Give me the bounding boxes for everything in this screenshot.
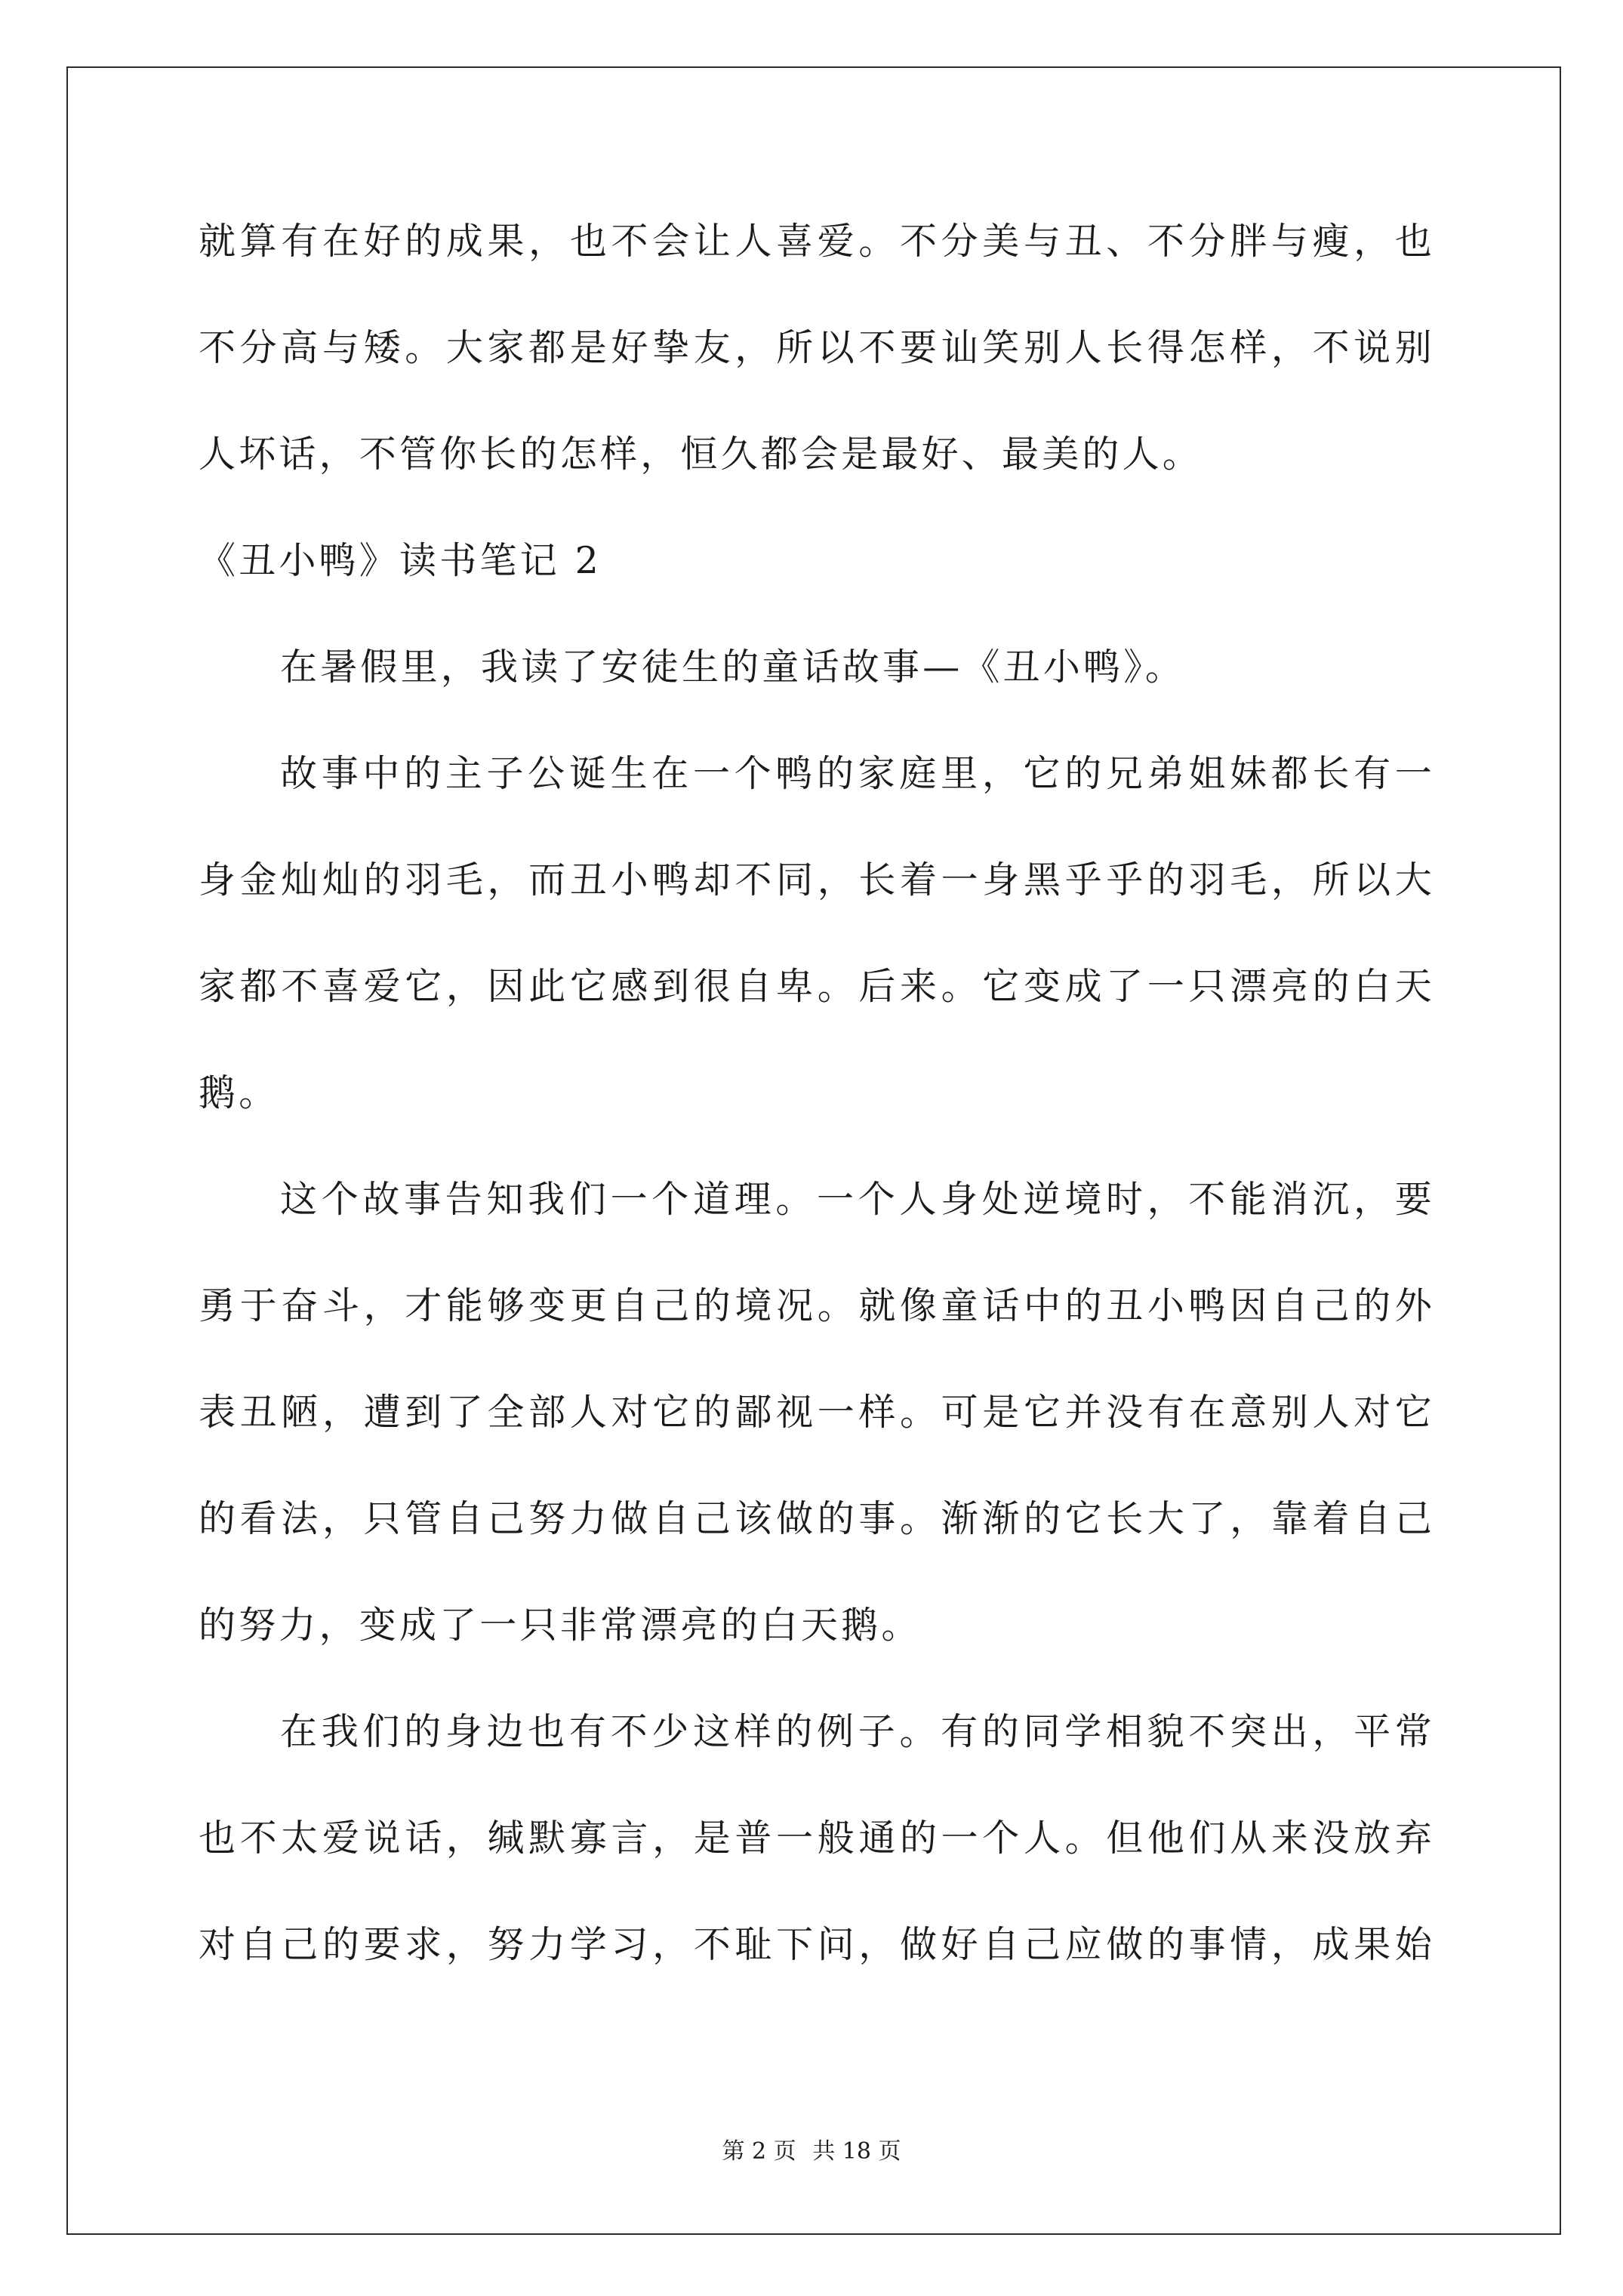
text-line: 也不太爱说话，缄默寡言，是普一般通的一个人。但他们从来没放弃 (199, 1817, 1435, 1860)
page-number: 第 2 页 (722, 2138, 796, 2165)
text-line: 勇于奋斗，才能够变更自己的境况。就像童话中的丑小鸭因自己的外 (199, 1284, 1435, 1327)
text-line: 在我们的身边也有不少这样的例子。有的同学相貌不突出，平常 (280, 1710, 1435, 1753)
text-line: 的努力，变成了一只非常漂亮的白天鹅。 (199, 1604, 922, 1647)
text-line: 家都不喜爱它，因此它感到很自卑。后来。它变成了一只漂亮的白天 (199, 965, 1435, 1008)
text-line: 故事中的主子公诞生在一个鸭的家庭里，它的兄弟姐妹都长有一 (280, 752, 1435, 795)
text-line: 鹅。 (199, 1071, 279, 1114)
text-line: 人坏话，不管你长的怎样，恒久都会是最好、最美的人。 (199, 433, 1203, 476)
text-line: 不分高与矮。大家都是好挚友，所以不要讪笑别人长得怎样，不说别 (199, 326, 1435, 369)
document-body (199, 219, 1435, 2029)
text-line: 的看法，只管自己努力做自己该做的事。渐渐的它长大了，靠着自己 (199, 1497, 1435, 1540)
text-line: 表丑陋，遭到了全部人对它的鄙视一样。可是它并没有在意别人对它 (199, 1391, 1435, 1434)
section-heading: 《丑小鸭》读书笔记 2 (199, 539, 602, 582)
text-line: 对自己的要求，努力学习，不耻下问，做好自己应做的事情，成果始 (199, 1923, 1435, 1966)
text-line: 就算有在好的成果，也不会让人喜爱。不分美与丑、不分胖与瘦，也 (199, 220, 1435, 263)
page-total: 共 18 页 (812, 2138, 901, 2165)
page-footer (0, 2137, 1623, 2167)
text-line: 这个故事告知我们一个道理。一个人身处逆境时，不能消沉，要 (280, 1178, 1435, 1221)
text-line: 在暑假里，我读了安徒生的童话故事—《丑小鸭》。 (280, 646, 1186, 689)
text-line: 身金灿灿的羽毛，而丑小鸭却不同，长着一身黑乎乎的羽毛，所以大 (199, 858, 1435, 901)
